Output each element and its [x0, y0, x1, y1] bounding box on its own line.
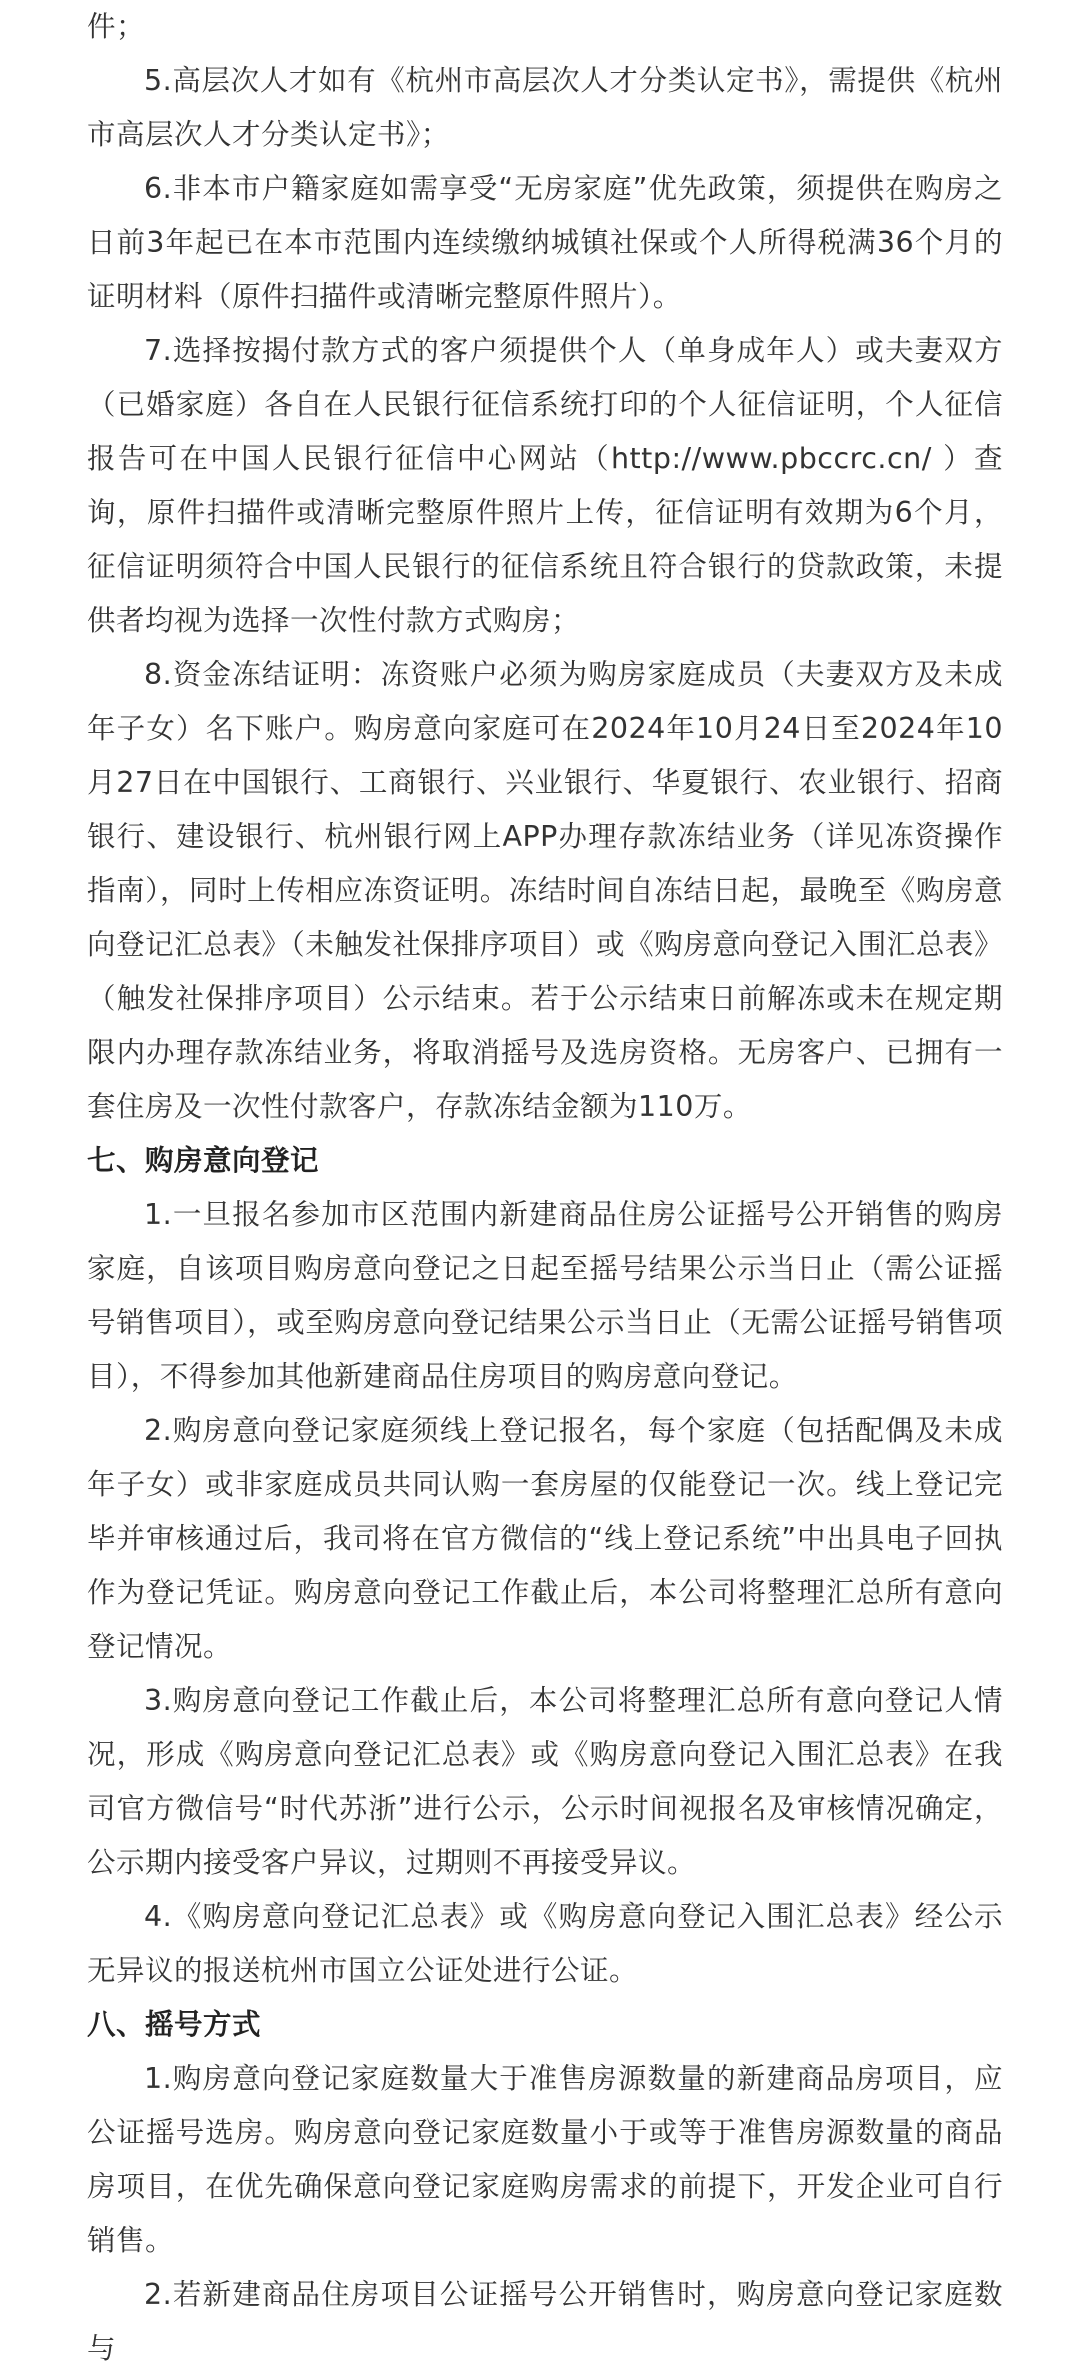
paragraph: 4.《购房意向登记汇总表》或《购房意向登记入围汇总表》经公示无异议的报送杭州市国立公证处进行公证。	[87, 1900, 1003, 1987]
paragraph: 件；	[87, 10, 146, 43]
paragraph: 1.购房意向登记家庭数量大于准售房源数量的新建商品房项目，应公证摇号选房。购房意向登记家庭数量小于或等于准售房源数量的商品房项目，在优先确保意向登记家庭购房需求的前提下，开发企业可自行销售。	[87, 2062, 1003, 2257]
paragraph: 2.购房意向登记家庭须线上登记报名，每个家庭（包括配偶及未成年子女）或非家庭成员共同认购一套房屋的仅能登记一次。线上登记完毕并审核通过后，我司将在官方微信的“线上登记系统”中出具电子回执作为登记凭证。购房意向登记工作截止后，本公司将整理汇总所有意向登记情况。	[87, 1414, 1003, 1663]
paragraph: 6.非本市户籍家庭如需享受“无房家庭”优先政策，须提供在购房之日前3年起已在本市范围内连续缴纳城镇社保或个人所得税满36个月的证明材料（原件扫描件或清晰完整原件照片）。	[87, 172, 1003, 313]
paragraph: 3.购房意向登记工作截止后，本公司将整理汇总所有意向登记人情况，形成《购房意向登记汇总表》或《购房意向登记入围汇总表》在我司官方微信号“时代苏浙”进行公示，公示时间视报名及审核情况确定，公示期内接受客户异议，过期则不再接受异议。	[87, 1684, 1003, 1879]
article-body	[87, 0, 1003, 2376]
paragraph: 1.一旦报名参加市区范围内新建商品住房公证摇号公开销售的购房家庭，自该项目购房意向登记之日起至摇号结果公示当日止（需公证摇号销售项目），或至购房意向登记结果公示当日止（无需公证摇号销售项目），不得参加其他新建商品住房项目的购房意向登记。	[87, 1198, 1003, 1393]
section-heading: 七、购房意向登记	[87, 1144, 320, 1177]
paragraph: 5.高层次人才如有《杭州市高层次人才分类认定书》，需提供《杭州市高层次人才分类认定书》；	[87, 64, 1003, 151]
section-heading: 八、摇号方式	[87, 2008, 262, 2041]
paragraph: 7.选择按揭付款方式的客户须提供个人（单身成年人）或夫妻双方（已婚家庭）各自在人民银行征信系统打印的个人征信证明，个人征信报告可在中国人民银行征信中心网站（http://www.pbccrc.cn/ ）查询，原件扫描件或清晰完整原件照片上传，征信证明有效期为6个月，征信证明须符合中国人民银行的征信系统且符合银行的贷款政策，未提供者均视为选择一次性付款方式购房；	[87, 334, 1003, 637]
paragraph: 2.若新建商品住房项目公证摇号公开销售时，购房意向登记家庭数与	[87, 2278, 1003, 2365]
paragraph: 8.资金冻结证明：冻资账户必须为购房家庭成员（夫妻双方及未成年子女）名下账户。购房意向家庭可在2024年10月24日至2024年10月27日在中国银行、工商银行、兴业银行、华夏银行、农业银行、招商银行、建设银行、杭州银行网上APP办理存款冻结业务（详见冻资操作指南），同时上传相应冻资证明。冻结时间自冻结日起，最晚至《购房意向登记汇总表》（未触发社保排序项目）或《购房意向登记入围汇总表》（触发社保排序项目）公示结束。若于公示结束日前解冻或未在规定期限内办理存款冻结业务，将取消摇号及选房资格。无房客户、已拥有一套住房及一次性付款客户，存款冻结金额为110万。	[87, 658, 1003, 1123]
